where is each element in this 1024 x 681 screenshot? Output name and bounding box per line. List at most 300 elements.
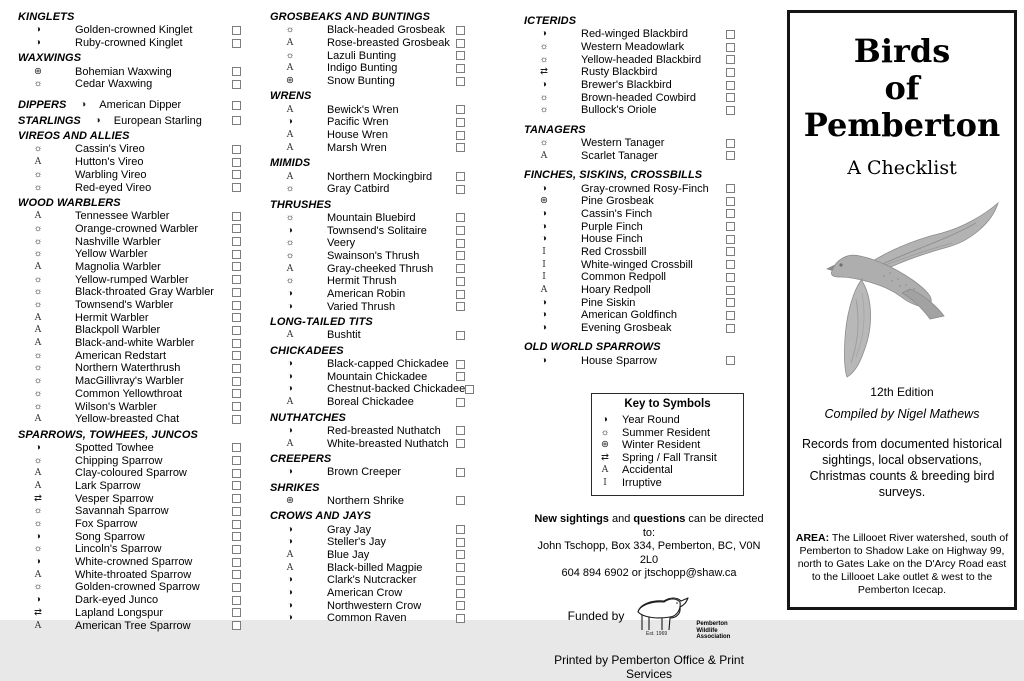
bird-row (524, 53, 736, 66)
bird-row (18, 480, 242, 493)
summer-resident-symbol: ☼ (600, 426, 610, 438)
bird-row (18, 530, 242, 543)
bird-row (270, 612, 466, 625)
key-row (598, 414, 737, 427)
column3-footer (534, 513, 764, 681)
checkbox[interactable] (232, 250, 241, 259)
accidental-symbol: A (34, 211, 42, 222)
bird-row (18, 37, 242, 50)
year-round-symbol: ◑ (541, 354, 547, 366)
checkbox[interactable] (232, 101, 241, 110)
checkbox[interactable] (726, 197, 735, 206)
checkbox[interactable] (726, 106, 735, 115)
bird-row (18, 248, 242, 261)
bird-row (270, 523, 466, 536)
contact-bold-new-sightings: New sightings (534, 513, 609, 526)
summer-resident-symbol: ☼ (285, 24, 295, 36)
key-box-title: Key to Symbols (624, 398, 711, 411)
summer-resident-symbol: ☼ (539, 104, 549, 116)
checkbox[interactable] (465, 385, 474, 394)
checkbox[interactable] (232, 262, 241, 271)
checkbox[interactable] (456, 372, 465, 381)
checkbox[interactable] (232, 377, 241, 386)
bird-name: Marsh Wren (327, 141, 387, 154)
checkbox[interactable] (456, 185, 465, 194)
checkbox[interactable] (232, 183, 241, 192)
accidental-symbol: A (34, 338, 42, 349)
logo-org-line2: Wildlife (696, 627, 718, 634)
year-round-symbol: ◑ (35, 556, 41, 568)
checklist-section (18, 197, 242, 426)
checkbox[interactable] (726, 235, 735, 244)
year-round-symbol: ◑ (287, 300, 293, 312)
checkbox[interactable] (232, 351, 241, 360)
checkbox[interactable] (232, 494, 241, 503)
funded-by-row (534, 592, 764, 641)
key-row (598, 427, 737, 440)
bird-name: Yellow Warbler (75, 248, 148, 261)
bird-row (18, 337, 242, 350)
checkbox[interactable] (232, 313, 241, 322)
checkbox[interactable] (232, 364, 241, 373)
checkbox[interactable] (456, 496, 465, 505)
checkbox[interactable] (232, 224, 241, 233)
summer-resident-symbol: ☼ (539, 53, 549, 65)
checkbox[interactable] (456, 251, 465, 260)
bird-name: Blackpoll Warbler (75, 324, 161, 337)
bird-row (270, 288, 466, 301)
bird-row (18, 24, 242, 37)
bird-row (18, 518, 242, 531)
bird-name: Red Crossbill (581, 245, 647, 258)
bird-name: Vesper Sparrow (75, 492, 154, 505)
key-row (598, 464, 737, 477)
checkbox[interactable] (456, 77, 465, 86)
checkbox[interactable] (456, 302, 465, 311)
checkbox[interactable] (456, 468, 465, 477)
checkbox[interactable] (456, 172, 465, 181)
bird-name: Bushtit (327, 329, 361, 342)
bird-row (18, 299, 242, 312)
checkbox[interactable] (232, 608, 241, 617)
bird-row (18, 181, 242, 194)
bird-name: Yellow-rumped Warbler (75, 273, 189, 286)
checkbox[interactable] (456, 105, 465, 114)
key-row (598, 439, 737, 452)
bird-row (18, 261, 242, 274)
bird-row (18, 349, 242, 362)
winter-resident-symbol: ⊛ (286, 75, 294, 87)
year-round-symbol: ◑ (287, 383, 293, 395)
summer-resident-symbol: ☼ (33, 181, 43, 193)
bird-row (18, 324, 242, 337)
accidental-symbol: A (286, 330, 294, 341)
checkbox[interactable] (232, 389, 241, 398)
winter-resident-symbol: ⊛ (286, 494, 294, 506)
summer-resident-symbol: ☼ (33, 581, 43, 593)
checkbox[interactable] (232, 170, 241, 179)
bird-name: Lark Sparrow (75, 479, 141, 492)
checkbox[interactable] (456, 290, 465, 299)
summer-resident-symbol: ☼ (33, 387, 43, 399)
checkbox[interactable] (456, 239, 465, 248)
checkbox[interactable] (726, 30, 735, 39)
section-header: NUTHATCHES (270, 411, 346, 424)
checkbox[interactable] (456, 576, 465, 585)
checkbox[interactable] (232, 456, 241, 465)
irruptive-symbol: I (542, 259, 546, 270)
contact-text-rest: can be directed to: (642, 513, 764, 539)
bird-row (18, 273, 242, 286)
accidental-symbol: A (601, 465, 609, 476)
checkbox[interactable] (456, 398, 465, 407)
bird-name: Steller's Jay (327, 536, 386, 549)
bird-name: Nashville Warbler (75, 235, 161, 248)
bird-row (18, 375, 242, 388)
checkbox[interactable] (726, 286, 735, 295)
checkbox[interactable] (726, 209, 735, 218)
checkbox[interactable] (726, 222, 735, 231)
accidental-symbol: A (34, 414, 42, 425)
bird-row (18, 143, 242, 156)
checklist-section (270, 345, 466, 409)
bird-name: Wilson's Warbler (75, 400, 157, 413)
checkbox[interactable] (232, 481, 241, 490)
bird-name: Bewick's Wren (327, 103, 399, 116)
checklist-section (270, 199, 466, 314)
checkbox[interactable] (232, 583, 241, 592)
bird-name: Western Meadowlark (581, 41, 685, 54)
checkbox[interactable] (456, 39, 465, 48)
accidental-symbol: A (540, 150, 548, 161)
bird-name: House Wren (327, 129, 388, 142)
bird-row (270, 358, 466, 371)
checkbox[interactable] (232, 326, 241, 335)
bird-name: Yellow-headed Blackbird (581, 53, 702, 66)
accidental-symbol: A (286, 263, 294, 274)
bird-name: American Redstart (75, 349, 167, 362)
checkbox[interactable] (232, 67, 241, 76)
bird-name: American Tree Sparrow (75, 619, 191, 632)
checkbox[interactable] (726, 151, 735, 160)
bird-row (524, 66, 736, 79)
checkbox[interactable] (456, 589, 465, 598)
bird-name: Fox Sparrow (75, 518, 138, 531)
bird-row (270, 262, 466, 275)
contact-text: and (608, 513, 634, 526)
printed-by-line: Printed by Pemberton Office & Print Services (554, 652, 744, 681)
bird-row (270, 75, 466, 88)
summer-resident-symbol: ☼ (33, 248, 43, 260)
bird-row (270, 24, 466, 37)
checkbox[interactable] (456, 51, 465, 60)
year-round-symbol: ◑ (287, 424, 293, 436)
bird-name: White-throated Sparrow (75, 568, 192, 581)
checkbox[interactable] (232, 532, 241, 541)
bird-name: Golden-crowned Kinglet (75, 24, 193, 37)
bird-name: Black-billed Magpie (327, 561, 423, 574)
bird-name: House Finch (581, 233, 643, 246)
bird-row (524, 271, 736, 284)
checkbox[interactable] (456, 118, 465, 127)
checkbox[interactable] (456, 614, 465, 623)
checkbox[interactable] (726, 81, 735, 90)
checkbox[interactable] (456, 131, 465, 140)
year-round-symbol: ◑ (287, 574, 293, 586)
bird-row (524, 296, 736, 309)
year-round-symbol: ◑ (541, 79, 547, 91)
checkbox[interactable] (232, 145, 241, 154)
bird-name: Ruby-crowned Kinglet (75, 37, 183, 50)
bird-name: Magnolia Warbler (75, 260, 161, 273)
bird-row (524, 41, 736, 54)
bird-name: Yellow-breasted Chat (75, 413, 180, 426)
year-round-symbol: ◑ (287, 370, 293, 382)
spring-fall-transit-symbol: ⇄ (540, 66, 548, 78)
checkbox[interactable] (232, 212, 241, 221)
compiled-by-line: Compiled by Nigel Mathews (824, 407, 980, 421)
checkbox[interactable] (456, 439, 465, 448)
bird-name: Purple Finch (581, 220, 643, 233)
checkbox[interactable] (232, 415, 241, 424)
mountain-goat-icon (632, 592, 694, 641)
logo-org-line1: Pemberton (696, 621, 728, 628)
bird-row (270, 396, 466, 409)
checkbox[interactable] (456, 26, 465, 35)
year-round-symbol: ◑ (287, 599, 293, 611)
checkbox[interactable] (456, 538, 465, 547)
bird-row (524, 220, 736, 233)
year-round-symbol: ◑ (35, 37, 41, 49)
checkbox[interactable] (456, 143, 465, 152)
checklist-section (270, 157, 466, 195)
section-header: WOOD WARBLERS (18, 196, 121, 209)
bird-name: Warbling Vireo (75, 168, 147, 181)
checkbox[interactable] (726, 311, 735, 320)
accidental-symbol: A (34, 325, 42, 336)
summer-resident-symbol: ☼ (285, 249, 295, 261)
accidental-symbol: A (286, 142, 294, 153)
bird-name: Veery (327, 237, 356, 250)
checkbox[interactable] (456, 331, 465, 340)
contact-phone-email: 604 894 6902 or jtschopp@shaw.ca (561, 567, 737, 580)
bird-name: White-crowned Sparrow (75, 556, 193, 569)
spring-fall-transit-symbol: ⇄ (34, 492, 42, 504)
bird-name: Chipping Sparrow (75, 454, 163, 467)
checkbox[interactable] (232, 80, 241, 89)
section-header: WRENS (270, 90, 312, 103)
contact-block (534, 513, 764, 581)
bird-row (18, 169, 242, 182)
accidental-symbol: A (34, 620, 42, 631)
checkbox[interactable] (232, 443, 241, 452)
key-label: Spring / Fall Transit (622, 451, 717, 464)
winter-resident-symbol: ⊛ (601, 439, 609, 451)
year-round-symbol: ◑ (287, 587, 293, 599)
checkbox[interactable] (232, 275, 241, 284)
checkbox[interactable] (456, 563, 465, 572)
checkbox[interactable] (456, 550, 465, 559)
checkbox[interactable] (726, 184, 735, 193)
checkbox[interactable] (456, 601, 465, 610)
bird-name: Hermit Warbler (75, 311, 149, 324)
accidental-symbol: A (34, 468, 42, 479)
checkbox[interactable] (232, 39, 241, 48)
bird-name: Lapland Longspur (75, 606, 164, 619)
bird-row (524, 137, 736, 150)
bird-name: Common Redpoll (581, 271, 666, 284)
summer-resident-symbol: ☼ (33, 454, 43, 466)
bird-name: Snow Bunting (327, 75, 395, 88)
section-header: CREEPERS (270, 452, 332, 465)
bird-row (270, 466, 466, 479)
accidental-symbol: A (34, 480, 42, 491)
checkbox[interactable] (232, 158, 241, 167)
bird-row (270, 300, 466, 313)
winter-resident-symbol: ⊛ (34, 65, 42, 77)
checkbox[interactable] (232, 558, 241, 567)
checkbox[interactable] (232, 469, 241, 478)
year-round-symbol: ◑ (541, 182, 547, 194)
bird-row (270, 574, 466, 587)
irruptive-symbol: I (542, 246, 546, 257)
checkbox[interactable] (726, 139, 735, 148)
section-header: STARLINGS (18, 114, 81, 127)
bird-row (524, 150, 736, 163)
bird-row (270, 116, 466, 129)
checkbox[interactable] (232, 26, 241, 35)
checkbox[interactable] (726, 298, 735, 307)
bird-name: Pine Siskin (581, 296, 636, 309)
year-round-symbol: ◑ (287, 612, 293, 624)
checkbox[interactable] (232, 402, 241, 411)
accidental-symbol: A (286, 38, 294, 49)
checkbox[interactable] (232, 570, 241, 579)
checkbox[interactable] (726, 247, 735, 256)
bird-name: Gray Catbird (327, 183, 390, 196)
accidental-symbol: A (286, 171, 294, 182)
checklist-section (270, 412, 466, 450)
area-paragraph (790, 532, 1014, 597)
year-round-symbol: ◑ (541, 233, 547, 245)
year-round-symbol: ◑ (541, 322, 547, 334)
checkbox[interactable] (456, 426, 465, 435)
checkbox[interactable] (726, 43, 735, 52)
year-round-symbol: ◑ (541, 220, 547, 232)
key-row (598, 477, 737, 490)
key-label: Winter Resident (622, 439, 701, 452)
checkbox[interactable] (232, 596, 241, 605)
bird-name: American Dipper (99, 99, 182, 112)
checkbox[interactable] (726, 93, 735, 102)
winter-resident-symbol: ⊛ (540, 195, 548, 207)
bird-row (18, 114, 242, 127)
checkbox[interactable] (726, 55, 735, 64)
checkbox[interactable] (232, 621, 241, 630)
checklist-column-2 (270, 8, 466, 625)
bird-row (524, 182, 736, 195)
checkbox[interactable] (726, 324, 735, 333)
checkbox[interactable] (726, 68, 735, 77)
checkbox[interactable] (456, 360, 465, 369)
bird-row (524, 354, 736, 367)
checkbox[interactable] (232, 288, 241, 297)
bird-row (270, 275, 466, 288)
year-round-symbol: ◑ (287, 116, 293, 128)
checkbox[interactable] (456, 525, 465, 534)
bird-row (524, 91, 736, 104)
checkbox[interactable] (456, 277, 465, 286)
bird-row (18, 543, 242, 556)
bird-name: Mountain Chickadee (327, 370, 428, 383)
year-round-symbol: ◑ (287, 288, 293, 300)
accidental-symbol: A (286, 438, 294, 449)
bird-name: Brown Creeper (327, 466, 401, 479)
checkbox[interactable] (232, 237, 241, 246)
irruptive-symbol: I (603, 477, 607, 488)
bird-name: Rusty Blackbird (581, 66, 658, 79)
key-to-symbols-box (591, 393, 744, 496)
bird-name: Common Raven (327, 612, 407, 625)
section-header: KINGLETS (18, 11, 75, 23)
bird-name: Mountain Bluebird (327, 211, 416, 224)
spring-fall-transit-symbol: ⇄ (601, 451, 609, 463)
bird-name: Orange-crowned Warbler (75, 222, 199, 235)
brochure-subtitle: A Checklist (847, 157, 957, 179)
area-text: The Lillooet River watershed, south of Pemberton to Shadow Lake on Highway 99, north to Gates Lake on the D'Arcy Road east to the Lillooet Lake outlet & west to the Pemberton Icecap. (797, 532, 1009, 596)
summer-resident-symbol: ☼ (33, 400, 43, 412)
checkbox[interactable] (232, 545, 241, 554)
checkbox[interactable] (456, 64, 465, 73)
section-header: THRUSHES (270, 198, 332, 211)
checkbox[interactable] (232, 507, 241, 516)
checkbox[interactable] (726, 260, 735, 269)
bird-row (270, 383, 466, 396)
bird-row (270, 561, 466, 574)
checkbox[interactable] (456, 226, 465, 235)
checkbox[interactable] (726, 273, 735, 282)
summer-resident-symbol: ☼ (285, 237, 295, 249)
bird-row (18, 492, 242, 505)
bird-row (18, 467, 242, 480)
bird-row (18, 286, 242, 299)
summer-resident-symbol: ☼ (285, 49, 295, 61)
checkbox[interactable] (456, 264, 465, 273)
bird-name: Cedar Waxwing (75, 78, 153, 91)
bird-row (18, 568, 242, 581)
bird-row (270, 103, 466, 116)
checklist-section (18, 99, 242, 112)
checkbox[interactable] (456, 213, 465, 222)
bird-row (524, 322, 736, 335)
checkbox[interactable] (232, 339, 241, 348)
bird-name: Northern Waterthrush (75, 362, 181, 375)
checkbox[interactable] (232, 520, 241, 529)
bird-name: Red-breasted Nuthatch (327, 424, 441, 437)
bird-row (18, 362, 242, 375)
summer-resident-symbol: ☼ (539, 91, 549, 103)
bird-row (524, 104, 736, 117)
bird-row (270, 495, 466, 508)
bird-row (270, 183, 466, 196)
section-header: LONG-TAILED TITS (270, 316, 373, 329)
summer-resident-symbol: ☼ (285, 211, 295, 223)
checkbox[interactable] (726, 356, 735, 365)
checkbox[interactable] (232, 301, 241, 310)
section-header: ICTERIDS (524, 15, 577, 27)
checkbox[interactable] (232, 116, 241, 125)
bird-row (18, 556, 242, 569)
